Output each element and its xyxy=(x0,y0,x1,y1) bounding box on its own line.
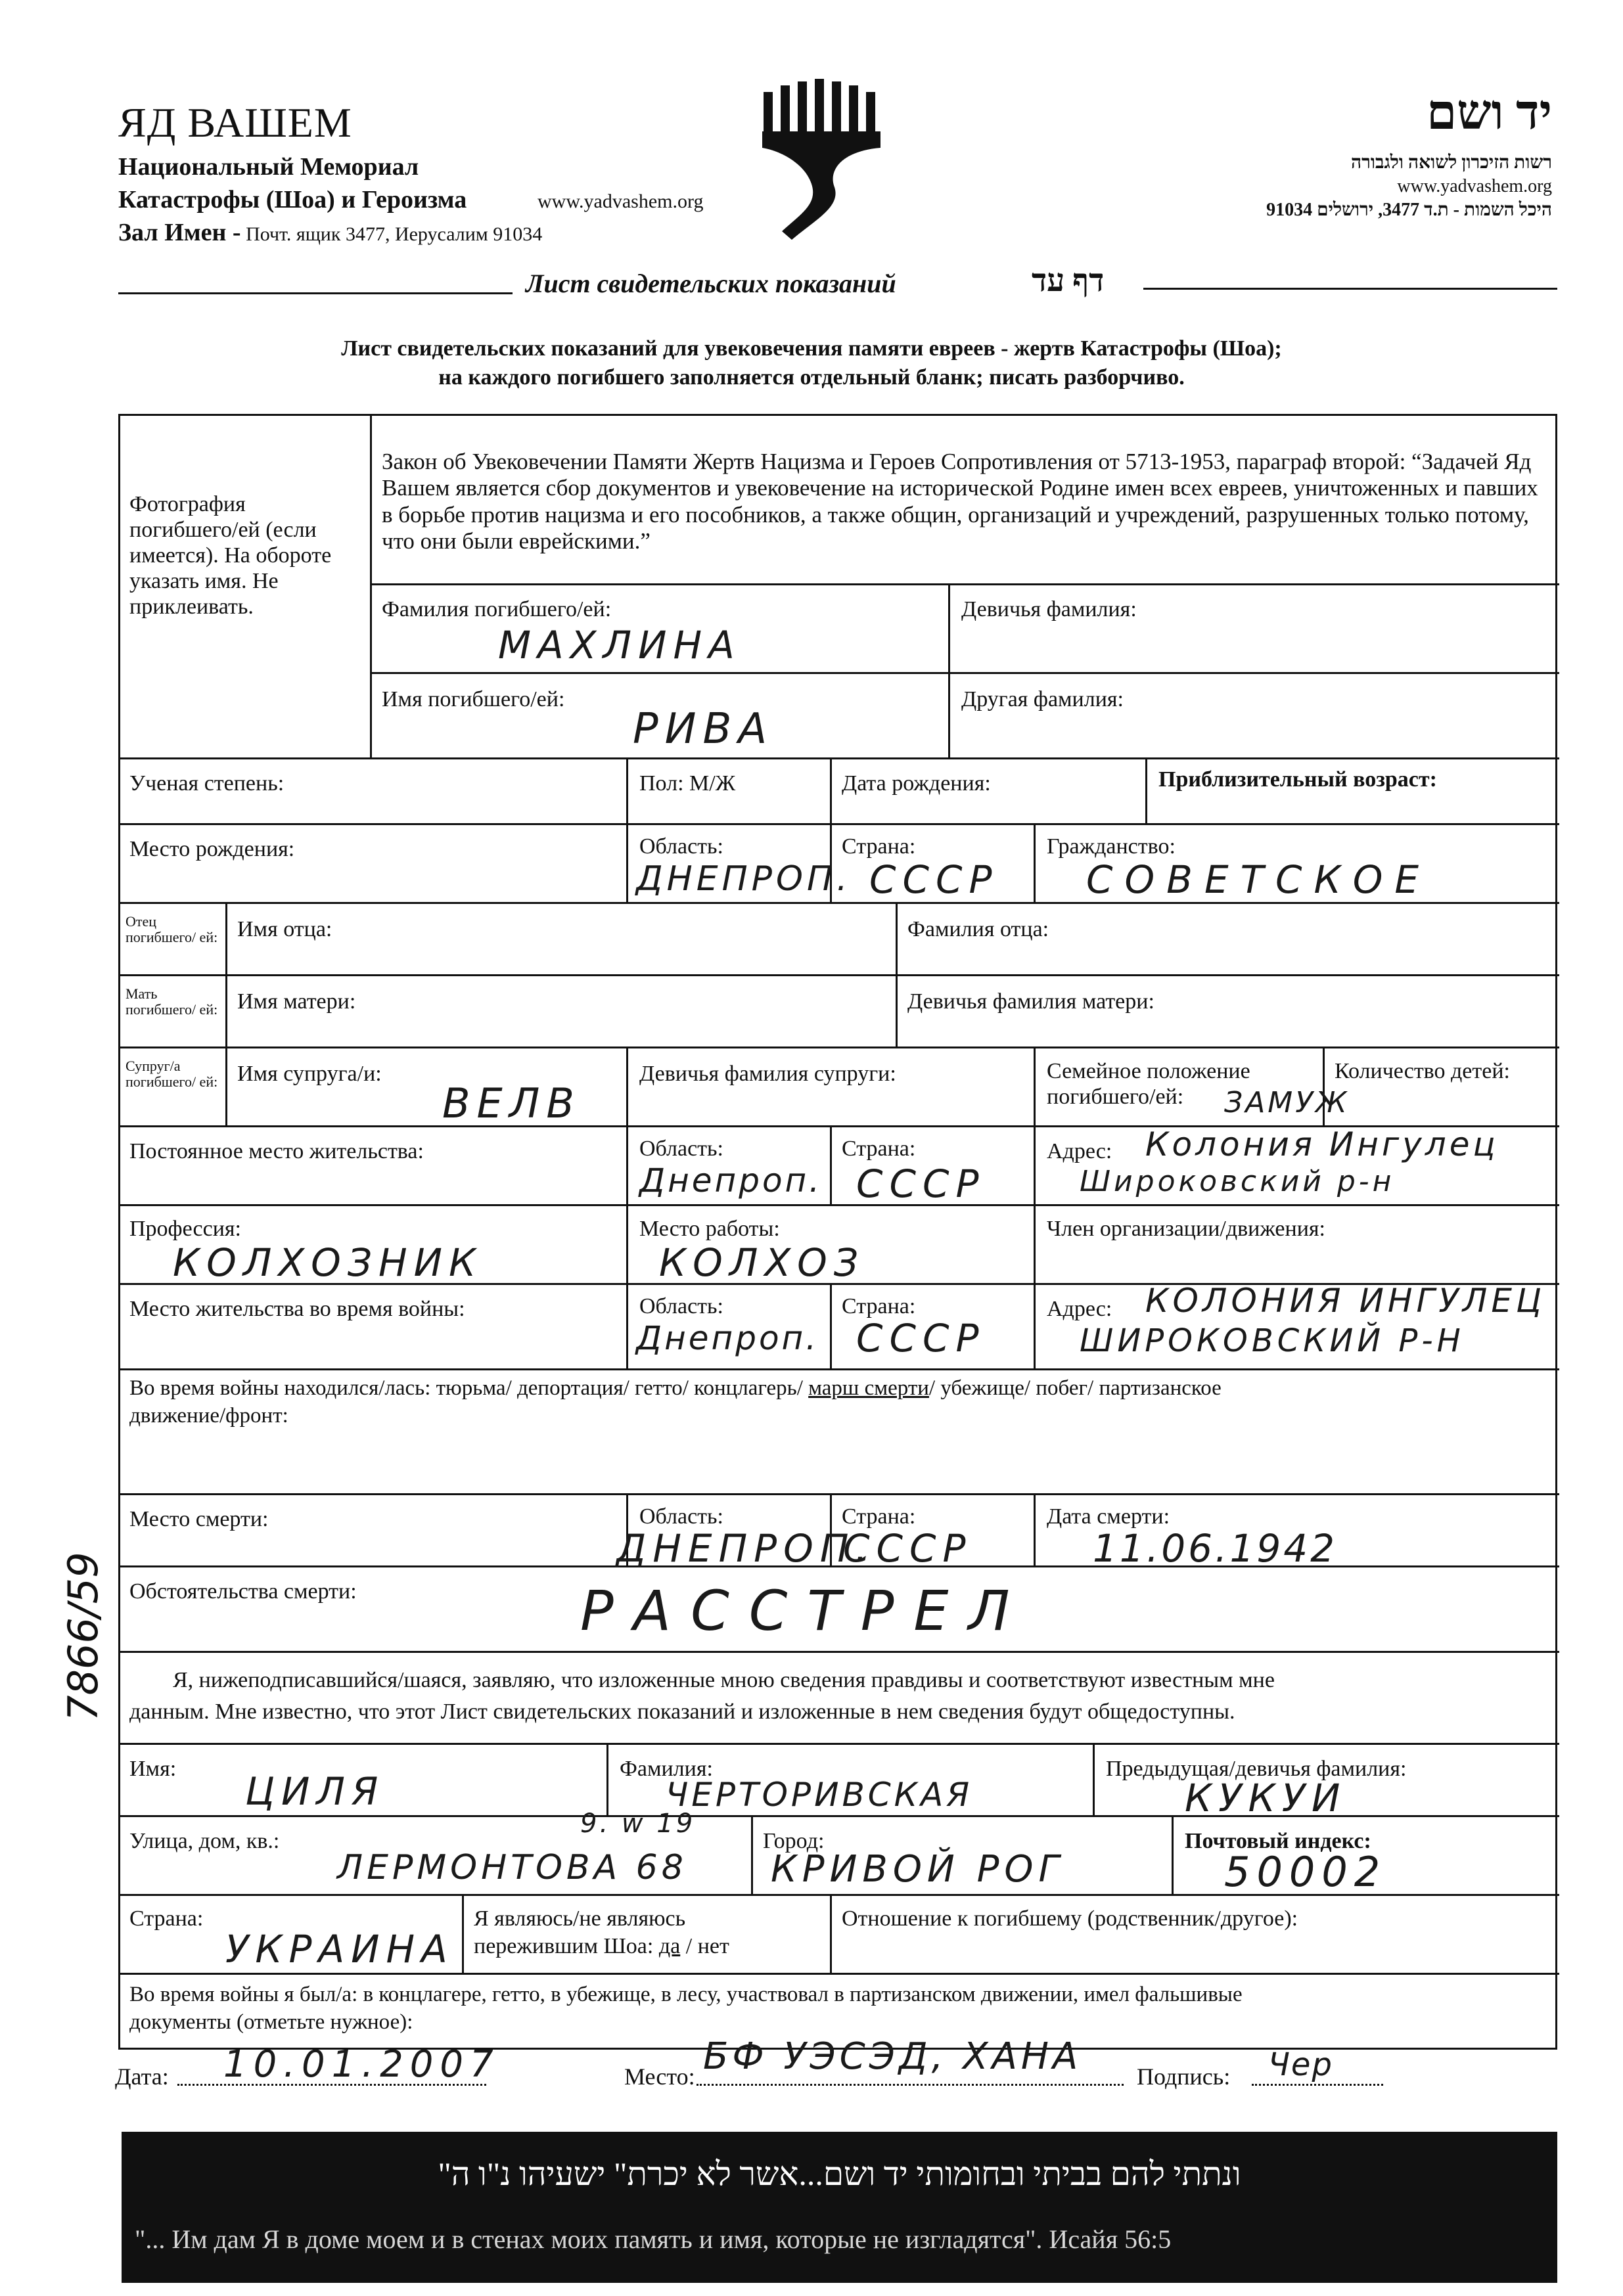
declaration-line-2: данным. Мне известно, что этот Лист свидетельских показаний и изложенные в нем сведения будут общедоступны. xyxy=(129,1699,1235,1724)
birth-country-value: СССР xyxy=(869,857,999,902)
intro-line-1: Лист свидетельских показаний для увековечения памяти евреев - жертв Катастрофы (Шоа); xyxy=(341,336,1282,361)
surname-value: МАХЛИНА xyxy=(498,623,741,667)
birth-region-value: ДНЕПРОП. xyxy=(636,859,852,899)
spouse-maiden-label: Девичья фамилия супруги: xyxy=(639,1062,896,1086)
submitter-name-value: ЦИЛЯ xyxy=(245,1769,385,1814)
war-address-line-2: ШИРОКОВСКИЙ Р-Н xyxy=(1080,1322,1465,1359)
war-residence-label: Место жительства во время войны: xyxy=(129,1297,465,1321)
survivor-label-1: Я являюсь/не являюсь xyxy=(474,1906,686,1931)
spouse-name-label: Имя супруга/и: xyxy=(237,1062,382,1086)
submitter-prev-surname-label: Предыдущая/девичья фамилия: xyxy=(1106,1757,1407,1781)
relation-label: Отношение к погибшему (родственник/другое): xyxy=(842,1906,1298,1931)
during-war-options-b: / убежище/ побег/ партизанское xyxy=(928,1376,1222,1400)
war-address-label: Адрес: xyxy=(1047,1297,1112,1321)
father-name-label: Имя отца: xyxy=(237,917,332,941)
submitter-country-value: УКРАИНА xyxy=(225,1927,454,1971)
testimony-form xyxy=(118,414,1557,2050)
date-label: Дата: xyxy=(115,2063,169,2090)
birth-region-label: Область: xyxy=(639,834,723,859)
marital-status-label: Семейное положение погибшего/ей: xyxy=(1047,1059,1250,1110)
date-value: 10.01.2007 xyxy=(223,2043,500,2086)
org-name-he: יד ושם xyxy=(1427,86,1552,140)
residence-label: Постоянное место жительства: xyxy=(129,1139,424,1163)
profession-value: КОЛХОЗНИК xyxy=(173,1240,483,1285)
org-url-right: www.yadvashem.org xyxy=(1397,176,1552,196)
sheet-title-he: דף עד xyxy=(1032,263,1105,298)
street-value: ЛЕРМОНТОВА 68 xyxy=(337,1848,687,1887)
res-region-label: Область: xyxy=(639,1137,723,1161)
res-region-value: Днепроп. xyxy=(639,1161,823,1200)
side-archive-number: 7866/59 xyxy=(59,1552,107,1721)
spouse-side-label: Супруг/а погибшего/ ей: xyxy=(126,1058,218,1091)
death-date-label: Дата смерти: xyxy=(1047,1504,1170,1529)
org-he-line-3: היכל השמות - ת.ד 3477, ירושלים 91034 xyxy=(1266,200,1552,220)
other-surname-label: Другая фамилия: xyxy=(961,687,1124,711)
org-he-line-1: רשות הזיכרון לשואה ולגבורה xyxy=(1350,152,1552,173)
war-region-value: Днепроп. xyxy=(636,1319,819,1357)
father-side-label: Отец погибшего/ ей: xyxy=(126,913,218,946)
circumstances-label: Обстоятельства смерти: xyxy=(129,1579,357,1604)
mother-side-label: Мать погибшего/ ей: xyxy=(126,985,218,1018)
submitter-surname-label: Фамилия: xyxy=(620,1757,713,1781)
war-self-line-2: документы (отметьте нужное): xyxy=(129,2010,413,2034)
place-value: БФ УЭСЭД, ХАНА xyxy=(703,2035,1082,2078)
surname-label: Фамилия погибшего/ей: xyxy=(382,597,612,621)
war-region-label: Область: xyxy=(639,1294,723,1318)
mother-maiden-label: Девичья фамилия матери: xyxy=(907,989,1154,1014)
war-country-value: СССР xyxy=(856,1316,986,1361)
survivor-no-option[interactable]: / нет xyxy=(680,1934,729,1958)
first-name-label: Имя погибшего/ей: xyxy=(382,687,565,711)
mother-name-label: Имя матери: xyxy=(237,989,356,1014)
workplace-value: КОЛХОЗ xyxy=(659,1240,865,1285)
submitter-surname-value: ЧЕРТОРИВСКАЯ xyxy=(666,1776,973,1814)
birthplace-label: Место рождения: xyxy=(129,837,295,861)
org-line-3 xyxy=(118,218,542,247)
workplace-label: Место работы: xyxy=(639,1217,780,1241)
citizenship-value: СОВЕТСКОЕ xyxy=(1086,857,1430,902)
submitter-name-label: Имя: xyxy=(129,1757,177,1781)
death-place-label: Место смерти: xyxy=(129,1507,269,1531)
street-label: Улица, дом, кв.: xyxy=(129,1829,280,1853)
org-line-1: Национальный Мемориал xyxy=(118,153,419,181)
sex-label: Пол: М/Ж xyxy=(639,771,736,796)
zip-value: 50002 xyxy=(1224,1848,1387,1896)
death-country-label: Страна: xyxy=(842,1504,916,1529)
signature-value: Чер xyxy=(1268,2046,1333,2083)
submitter-prev-surname-value: КУКУИ xyxy=(1185,1776,1347,1820)
quote-banner xyxy=(122,2132,1557,2283)
war-address-line-1: КОЛОНИЯ ИНГУЛЕЦ xyxy=(1145,1282,1545,1320)
yad-vashem-logo-icon xyxy=(756,79,887,243)
death-country-value: СССР xyxy=(843,1526,972,1571)
declaration-line-1: Я, нижеподписавшийся/шаяся, заявляю, что изложенные мною сведения правдивы и соответствуют известным мне xyxy=(173,1668,1275,1692)
survivor-label-2 xyxy=(474,1933,729,1959)
res-country-label: Страна: xyxy=(842,1137,916,1161)
profession-label: Профессия: xyxy=(129,1217,241,1241)
maiden-name-label: Девичья фамилия: xyxy=(961,597,1137,621)
marital-status-value: ЗАМУЖ xyxy=(1224,1086,1350,1119)
birth-country-label: Страна: xyxy=(842,834,916,859)
spouse-name-value: ВЕЛВ xyxy=(442,1079,581,1127)
citizenship-label: Гражданство: xyxy=(1047,834,1176,859)
death-region-value: ДНЕПРОП. xyxy=(616,1526,874,1571)
signature-label: Подпись: xyxy=(1137,2063,1231,2090)
city-value: КРИВОЙ РОГ xyxy=(771,1848,1064,1891)
org-name-ru: ЯД ВАШЕМ xyxy=(118,99,352,146)
postal-address: Почт. ящик 3477, Иерусалим 91034 xyxy=(240,223,543,245)
banner-quote-ru: "... Им дам Я в доме моем и в стенах моих память и имя, которые не изгладятся". Исайя 56:5 xyxy=(135,2224,1172,2254)
res-address-label: Адрес: xyxy=(1047,1139,1112,1163)
banner-quote-he: ונתתי להם בביתי ובחומותי יד ושם...אשר לא יכרת" ישעיהו נ"ו ה" xyxy=(438,2155,1241,2192)
birth-date-label: Дата рождения: xyxy=(842,771,991,796)
death-region-label: Область: xyxy=(639,1504,723,1529)
law-text: Закон об Увековечении Памяти Жертв Нацизма и Героев Сопротивления от 5713-1953, параграф второй: “Задачей Яд Вашем является сбор документов и увековечение на исторической Родине имен всех евреев, уничтоженных и павших в борьбе против нацизма и его пособников, а также общин, организаций и учреждений, разрушенных только потому, что они были еврейскими.” xyxy=(382,449,1538,554)
photo-instructions: Фотография погибшего/ей (если имеется). На обороте указать имя. Не приклеивать. xyxy=(129,492,332,619)
submitter-country-label: Страна: xyxy=(129,1906,204,1931)
hall-of-names-label: Зал Имен - xyxy=(118,219,241,246)
degree-label: Ученая степень: xyxy=(129,771,285,796)
children-count-label: Количество детей: xyxy=(1335,1059,1510,1083)
intro-line-2: на каждого погибшего заполняется отдельный бланк; писать разборчиво. xyxy=(438,365,1185,390)
res-country-value: СССР xyxy=(856,1161,986,1206)
death-date-value: 11.06.1942 xyxy=(1093,1526,1338,1571)
father-surname-label: Фамилия отца: xyxy=(907,917,1049,941)
during-war-line-1 xyxy=(129,1376,1222,1401)
first-name-value: РИВА xyxy=(633,705,774,754)
zip-label: Почтовый индекс: xyxy=(1185,1829,1371,1853)
circumstances-value: РАССТРЕЛ xyxy=(580,1579,1030,1643)
sheet-title: Лист свидетельских показаний xyxy=(526,269,896,298)
during-war-options-a: Во время войны находился/лась: тюрьма/ депортация/ гетто/ концлагерь/ xyxy=(129,1376,809,1400)
war-country-label: Страна: xyxy=(842,1294,916,1318)
approx-age-label: Приблизительный возраст: xyxy=(1158,767,1437,792)
res-address-line-2: Широковский р-н xyxy=(1080,1165,1395,1198)
street-note: 9. w 19 xyxy=(580,1809,696,1839)
city-label: Город: xyxy=(763,1829,825,1853)
during-war-line-2: движение/фронт: xyxy=(129,1404,288,1428)
org-url-left: www.yadvashem.org xyxy=(537,191,704,212)
survivor-label-2a: пережившим Шоа: xyxy=(474,1934,659,1958)
war-self-line-1: Во время войны я был/а: в концлагере, гетто, в убежище, в лесу, участвовал в партизанском движении, имел фальшивые xyxy=(129,1983,1243,2006)
organization-member-label: Член организации/движения: xyxy=(1047,1217,1325,1241)
title-rule-right xyxy=(1143,288,1557,290)
res-address-line-1: Колония Ингулец xyxy=(1145,1125,1499,1163)
org-line-2: Катастрофы (Шоа) и Героизма xyxy=(118,186,467,214)
place-label: Место: xyxy=(624,2063,695,2090)
survivor-yes-option[interactable]: да xyxy=(658,1934,681,1958)
death-march-option: марш смерти xyxy=(808,1376,929,1400)
title-rule-left xyxy=(118,292,513,294)
